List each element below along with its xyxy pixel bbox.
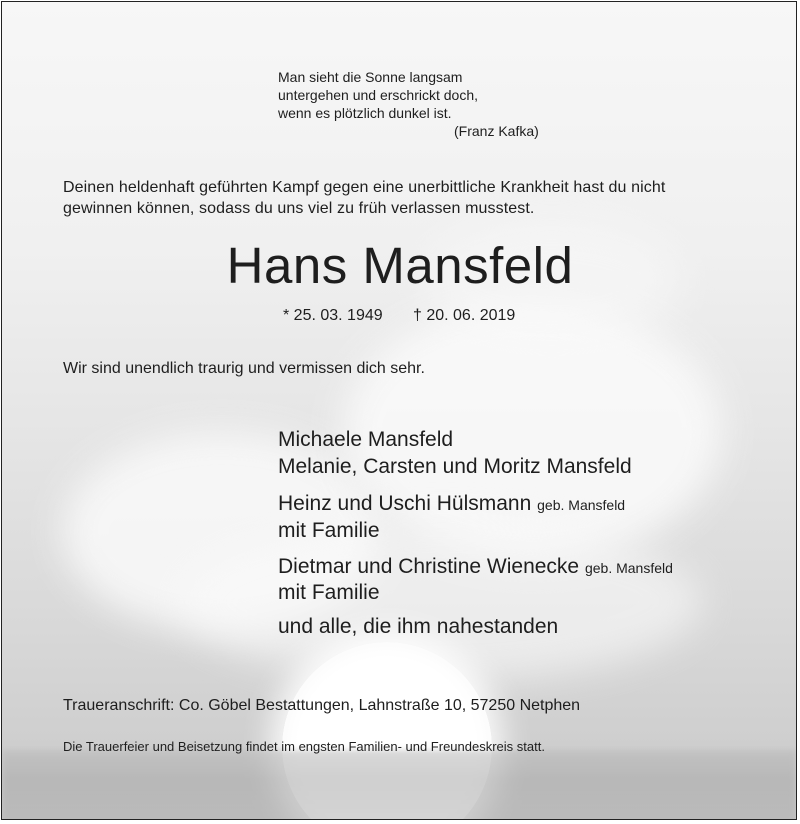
birth-date: * 25. 03. 1949 [283, 307, 383, 324]
mourner-name: mit Familie [278, 581, 380, 604]
mourner-name: mit Familie [278, 519, 380, 542]
death-date: † 20. 06. 2019 [413, 307, 516, 324]
grief-statement: Wir sind unendlich traurig und vermissen dich sehr. [63, 360, 425, 377]
mourner-name: Dietmar und Christine Wienecke [278, 555, 580, 578]
mourner-line [278, 517, 380, 544]
ceremony-note: Die Trauerfeier und Beisetzung findet im engsten Familien- und Freundeskreis statt. [63, 739, 545, 754]
obituary-notice [1, 1, 797, 820]
horizon-image [2, 750, 796, 820]
mourner-line [278, 579, 380, 606]
maiden-name-note: geb. Mansfeld [537, 497, 626, 513]
intro-text [63, 177, 665, 219]
mourner-name: Michaele Mansfeld [278, 428, 454, 451]
mourner-name: und alle, die ihm nahestanden [278, 615, 559, 638]
mourner-name: Heinz und Uschi Hülsmann [278, 492, 532, 515]
mourning-address: Traueranschrift: Co. Göbel Bestattungen, Lahnstraße 10, 57250 Netphen [63, 697, 581, 714]
mourner-line [278, 490, 625, 519]
mourner-line [278, 453, 632, 480]
quote-line: Man sieht die Sonne langsam [278, 69, 463, 85]
quote-author: (Franz Kafka) [454, 123, 539, 139]
mourner-line [278, 613, 558, 640]
kafka-quote [278, 68, 539, 140]
quote-line: wenn es plötzlich dunkel ist. [278, 105, 452, 121]
intro-line: Deinen heldenhaft geführten Kampf gegen eine unerbittliche Krankheit hast du nicht [63, 179, 666, 196]
quote-line: untergehen und erschrickt doch, [278, 87, 479, 103]
deceased-name: Hans Mansfeld [226, 237, 574, 294]
intro-line: gewinnen können, sodass du uns viel zu früh verlassen musstest. [63, 200, 535, 217]
maiden-name-note: geb. Mansfeld [584, 560, 673, 576]
mourner-line [278, 426, 453, 453]
mourner-line [278, 553, 673, 582]
mourner-name: Melanie, Carsten und Moritz Mansfeld [278, 455, 632, 478]
